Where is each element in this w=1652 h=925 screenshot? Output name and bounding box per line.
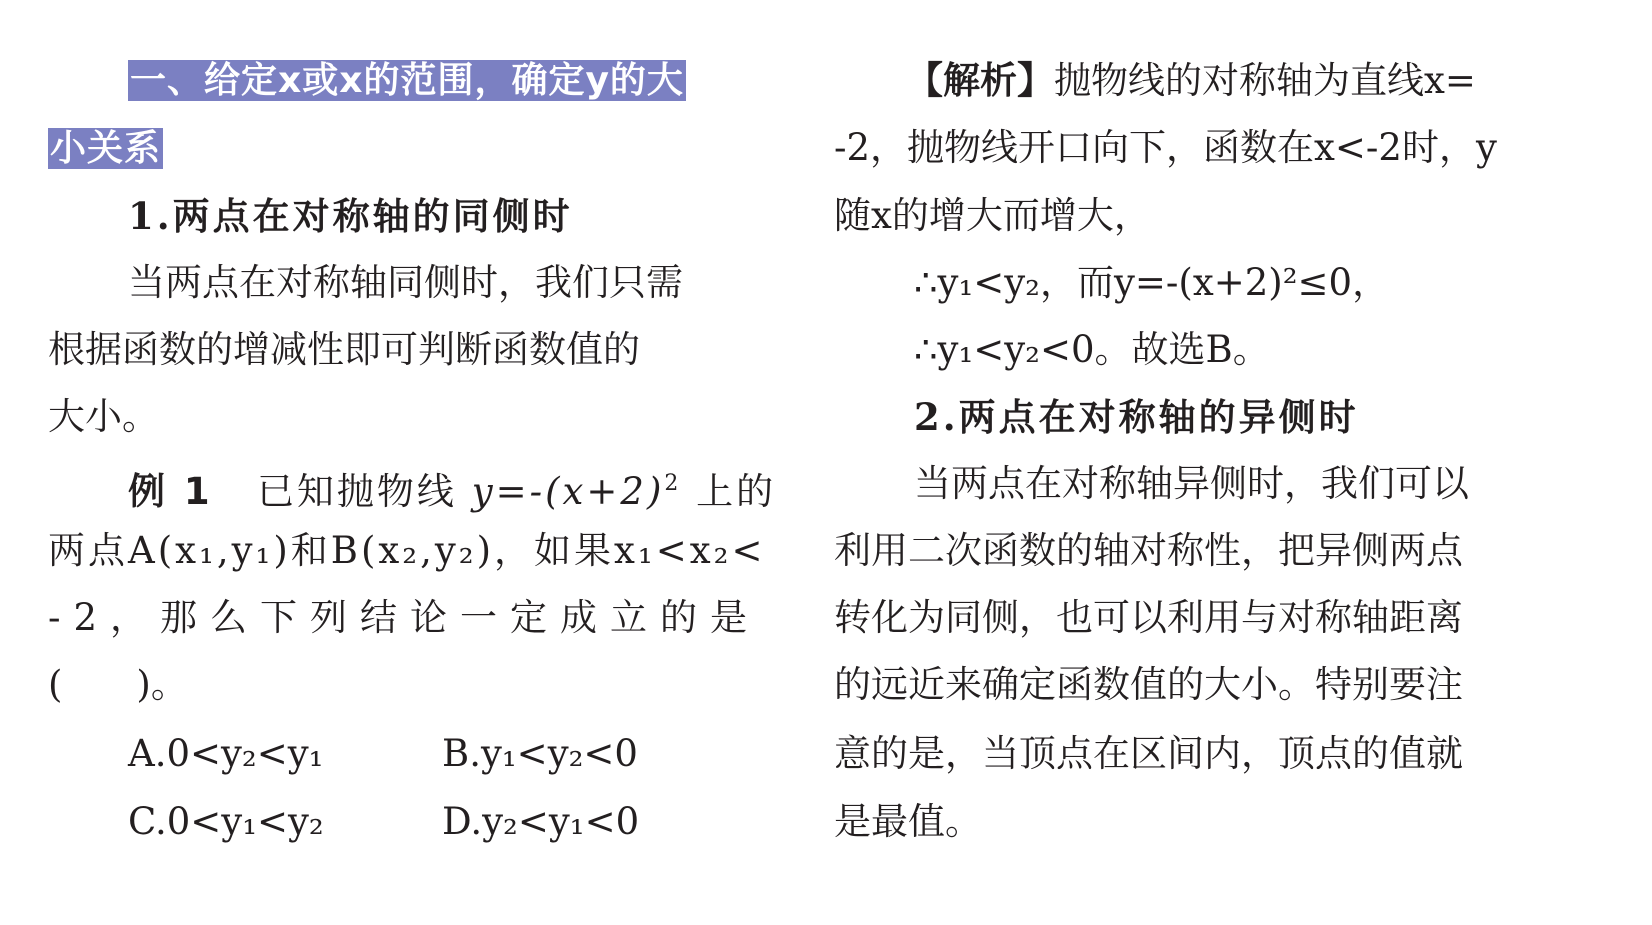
analysis-line1: 【解析】抛物线的对称轴为直线x= xyxy=(906,58,1476,102)
option-a: A.0<y₂<y₁ xyxy=(128,732,324,775)
section-heading-line1 xyxy=(128,50,686,110)
para2-line3: 转化为同侧，也可以利用与对称轴距离 xyxy=(834,596,1463,639)
option-b: B.y₁<y₂<0 xyxy=(442,732,638,775)
subheading-opposite-side: 2.两点在对称轴的异侧时 xyxy=(914,395,1359,439)
subheading-same-side: 1.两点在对称轴的同侧时 xyxy=(128,194,573,238)
example-formula: y=-(x+2) xyxy=(471,470,665,513)
analysis-line3: 随x的增大而增大， xyxy=(834,194,1151,237)
para2-line4: 的远近来确定函数值的大小。特别要注 xyxy=(834,663,1463,706)
para1-line2: 根据函数的增减性即可判断函数值的 xyxy=(48,328,640,371)
analysis-label: 【解析】 xyxy=(906,58,1054,102)
example-line3: -2，那么下列结论一定成立的是 xyxy=(48,596,761,639)
analysis-line2: -2，抛物线开口向下，函数在x<-2时，y xyxy=(834,126,1497,169)
para2-line6: 是最值。 xyxy=(834,800,982,843)
section-heading-highlight: 一、给定x或x的范围，确定y的大 xyxy=(130,60,684,101)
option-c: C.0<y₁<y₂ xyxy=(128,800,324,843)
section-heading-line2: 小关系 xyxy=(50,128,162,169)
analysis-line4: ∴y₁<y₂，而y=-(x+2)²≤0， xyxy=(914,261,1390,304)
analysis-line5: ∴y₁<y₂<0。故选B。 xyxy=(914,328,1270,371)
example-line2: 两点A(x₁,y₁)和B(x₂,y₂)，如果x₁<x₂< xyxy=(48,529,766,572)
para2-line2: 利用二次函数的轴对称性，把异侧两点 xyxy=(834,529,1463,572)
option-d: D.y₂<y₁<0 xyxy=(442,800,640,843)
example-line1: 例 1 已知抛物线 $y=-(x+2)^2$ 上的 xyxy=(128,470,777,513)
para1-line3: 大小。 xyxy=(48,395,159,438)
example-line4: ( )。 xyxy=(48,663,188,706)
para2-line1: 当两点在对称轴异侧时，我们可以 xyxy=(914,462,1469,505)
example-label: 例 1 xyxy=(128,470,213,513)
para1-line1: 当两点在对称轴同侧时，我们只需 xyxy=(128,261,683,304)
para2-line5: 意的是，当顶点在区间内，顶点的值就 xyxy=(834,732,1463,775)
